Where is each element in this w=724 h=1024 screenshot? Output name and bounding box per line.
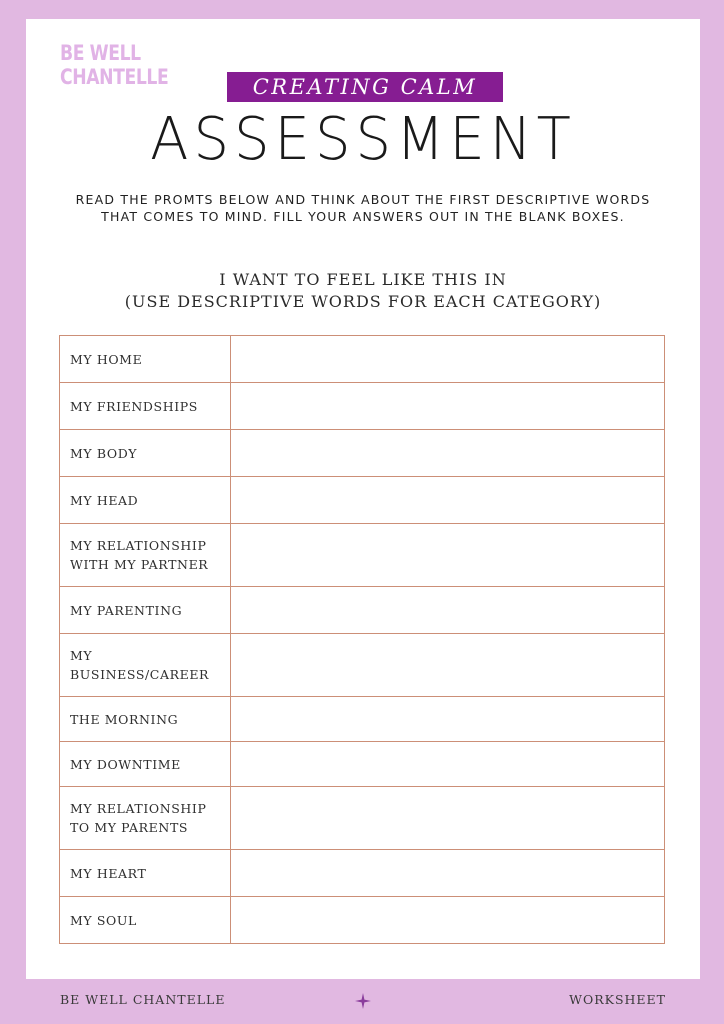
answer-box[interactable] bbox=[231, 697, 665, 742]
row-label: MY RELATIONSHIP WITH MY PARTNER bbox=[60, 524, 231, 587]
row-label: MY RELATIONSHIP TO MY PARENTS bbox=[60, 787, 231, 850]
table-row bbox=[60, 634, 665, 697]
table-row bbox=[60, 430, 665, 477]
row-label: MY BODY bbox=[60, 430, 231, 477]
table-row bbox=[60, 850, 665, 897]
table-row bbox=[60, 742, 665, 787]
worksheet-page bbox=[26, 19, 700, 979]
assessment-table bbox=[59, 335, 665, 944]
row-label: MY HEART bbox=[60, 850, 231, 897]
answer-box[interactable] bbox=[231, 897, 665, 944]
table-row bbox=[60, 787, 665, 850]
subtitle-banner bbox=[227, 72, 503, 102]
footer-brand: BE WELL CHANTELLE bbox=[60, 992, 226, 1007]
answer-box[interactable] bbox=[231, 850, 665, 897]
table-row bbox=[60, 897, 665, 944]
sparkle-star-icon bbox=[355, 993, 371, 1009]
answer-box[interactable] bbox=[231, 742, 665, 787]
answer-box[interactable] bbox=[231, 634, 665, 697]
row-label: MY HOME bbox=[60, 336, 231, 383]
row-label: MY DOWNTIME bbox=[60, 742, 231, 787]
row-label: MY FRIENDSHIPS bbox=[60, 383, 231, 430]
brand-logo bbox=[60, 41, 168, 89]
logo-line-2: CHANTELLE bbox=[60, 65, 169, 89]
row-label: MY HEAD bbox=[60, 477, 231, 524]
table-row bbox=[60, 697, 665, 742]
row-label: MY SOUL bbox=[60, 897, 231, 944]
row-label: MY PARENTING bbox=[60, 587, 231, 634]
logo-line-1: BE WELL bbox=[60, 41, 141, 65]
section-heading-line-1: I WANT TO FEEL LIKE THIS IN bbox=[219, 270, 507, 289]
row-label: THE MORNING bbox=[60, 697, 231, 742]
table-row bbox=[60, 477, 665, 524]
page-title: ASSESSMENT bbox=[150, 105, 576, 174]
answer-box[interactable] bbox=[231, 430, 665, 477]
table-row bbox=[60, 336, 665, 383]
answer-box[interactable] bbox=[231, 787, 665, 850]
answer-box[interactable] bbox=[231, 524, 665, 587]
answer-box[interactable] bbox=[231, 477, 665, 524]
subtitle-text: CREATING CALM bbox=[252, 75, 478, 99]
table-row bbox=[60, 524, 665, 587]
row-label: MY BUSINESS/CAREER bbox=[60, 634, 231, 697]
section-heading bbox=[26, 269, 700, 313]
section-heading-line-2: (USE DESCRIPTIVE WORDS FOR EACH CATEGORY) bbox=[124, 292, 602, 311]
answer-box[interactable] bbox=[231, 587, 665, 634]
table-row bbox=[60, 587, 665, 634]
footer-label: WORKSHEET bbox=[569, 992, 666, 1007]
table-row bbox=[60, 383, 665, 430]
answer-box[interactable] bbox=[231, 336, 665, 383]
answer-box[interactable] bbox=[231, 383, 665, 430]
instructions-text: READ THE PROMTS BELOW AND THINK ABOUT THE FIRST DESCRIPTIVE WORDS THAT COMES TO MIND. FILL YOUR ANSWERS OUT IN THE BLANK BOXES. bbox=[75, 192, 651, 224]
